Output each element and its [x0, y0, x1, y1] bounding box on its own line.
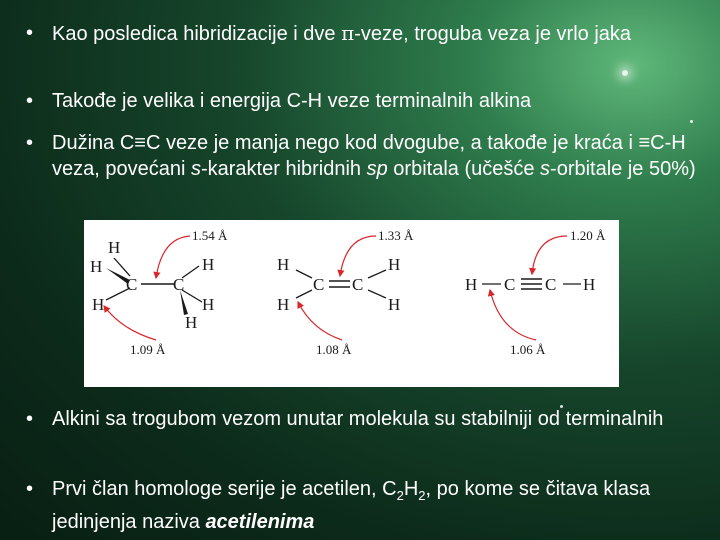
atom-h: H: [388, 295, 401, 314]
ethane-structure: [90, 228, 228, 357]
atom-c: C: [504, 275, 516, 294]
text-run: C-H veza, povećani: [52, 132, 686, 180]
text-run: orbitala (učešće: [387, 158, 541, 180]
atom-h: H: [465, 275, 478, 294]
cc-length-arrow: [532, 236, 567, 274]
pi-symbol: π: [341, 21, 355, 45]
atom-h: H: [202, 255, 215, 274]
ch-length-arrow: [104, 306, 156, 340]
cc-length-arrow: [156, 236, 190, 278]
ch-bond: [368, 270, 386, 278]
bullet-marker: •: [26, 132, 34, 154]
background-sparkle: [690, 120, 693, 123]
text-run: H: [403, 478, 419, 500]
ch-bond: [182, 266, 199, 278]
bullet-marker: •: [26, 90, 34, 112]
text-run: C veze je manja nego kod dvogube, a takođe je kraća i: [145, 132, 639, 154]
atom-c: C: [545, 275, 557, 294]
bond-length-label: 1.08 Å: [316, 342, 352, 357]
molecule-figure: [84, 220, 619, 387]
molecule-diagram: [84, 220, 619, 387]
bullet-text: [52, 476, 716, 535]
bond-length-label: 1.06 Å: [510, 342, 546, 357]
atom-h: H: [277, 255, 290, 274]
italic-run: s: [540, 158, 551, 180]
atom-c: C: [313, 275, 325, 294]
bullet-text: Alkini sa trogubom vezom unutar molekula su stabilniji od terminalnih: [52, 408, 664, 430]
text-run: Dužina C: [52, 132, 135, 154]
ethene-structure: [277, 228, 414, 357]
ch-length-arrow: [298, 302, 342, 340]
atom-h: H: [277, 295, 290, 314]
bullet-marker: •: [26, 22, 34, 44]
text-run: Kao posledica hibridizacije i dve: [52, 23, 342, 45]
ch-bond: [182, 290, 202, 302]
atom-c: C: [352, 275, 364, 294]
triple-bond-symbol: ≡: [134, 132, 146, 154]
ch-bond: [296, 290, 312, 298]
triple-bond-symbol: ≡: [638, 132, 651, 154]
bond-length-label: 1.09 Å: [130, 342, 166, 357]
background-sparkle: [622, 70, 628, 76]
bullet-marker: •: [26, 408, 34, 430]
atom-c: C: [173, 275, 185, 294]
subscript: 2: [396, 488, 404, 503]
bond-length-label: 1.54 Å: [192, 228, 228, 243]
atom-h: H: [388, 255, 401, 274]
italic-run: s: [190, 158, 201, 180]
text-run: Prvi član homologe serije je acetilen, C: [52, 478, 397, 500]
text-run: -orbitale je 50%): [550, 158, 696, 180]
atom-h: H: [92, 295, 105, 314]
atom-c: C: [126, 275, 138, 294]
italic-run: sp: [366, 158, 388, 180]
cc-length-arrow: [340, 236, 376, 276]
subscript: 2: [418, 488, 426, 503]
ch-bond: [368, 290, 386, 298]
ch-bond: [296, 270, 312, 278]
atom-h: H: [108, 238, 121, 257]
atom-h: H: [202, 295, 215, 314]
text-run: , po kome se čitava klasa jedinjenja naziva: [52, 478, 651, 533]
ch-length-arrow: [490, 290, 536, 340]
bullet-text: [52, 20, 716, 47]
text-run: -veze, troguba veza je vrlo jaka: [354, 23, 632, 45]
emphasis-term: acetilenima: [205, 511, 315, 533]
bond-length-label: 1.33 Å: [378, 228, 414, 243]
atom-h: H: [90, 257, 103, 276]
ethyne-structure: [465, 228, 606, 357]
bond-length-label: 1.20 Å: [570, 228, 606, 243]
bullet-text: [52, 130, 716, 182]
bullet-marker: •: [26, 478, 34, 500]
atom-h: H: [185, 313, 198, 332]
text-run: -karakter hibridnih: [200, 158, 367, 180]
bullet-text: Takođe je velika i energija C-H veze terminalnih alkina: [52, 90, 532, 112]
atom-h: H: [583, 275, 596, 294]
